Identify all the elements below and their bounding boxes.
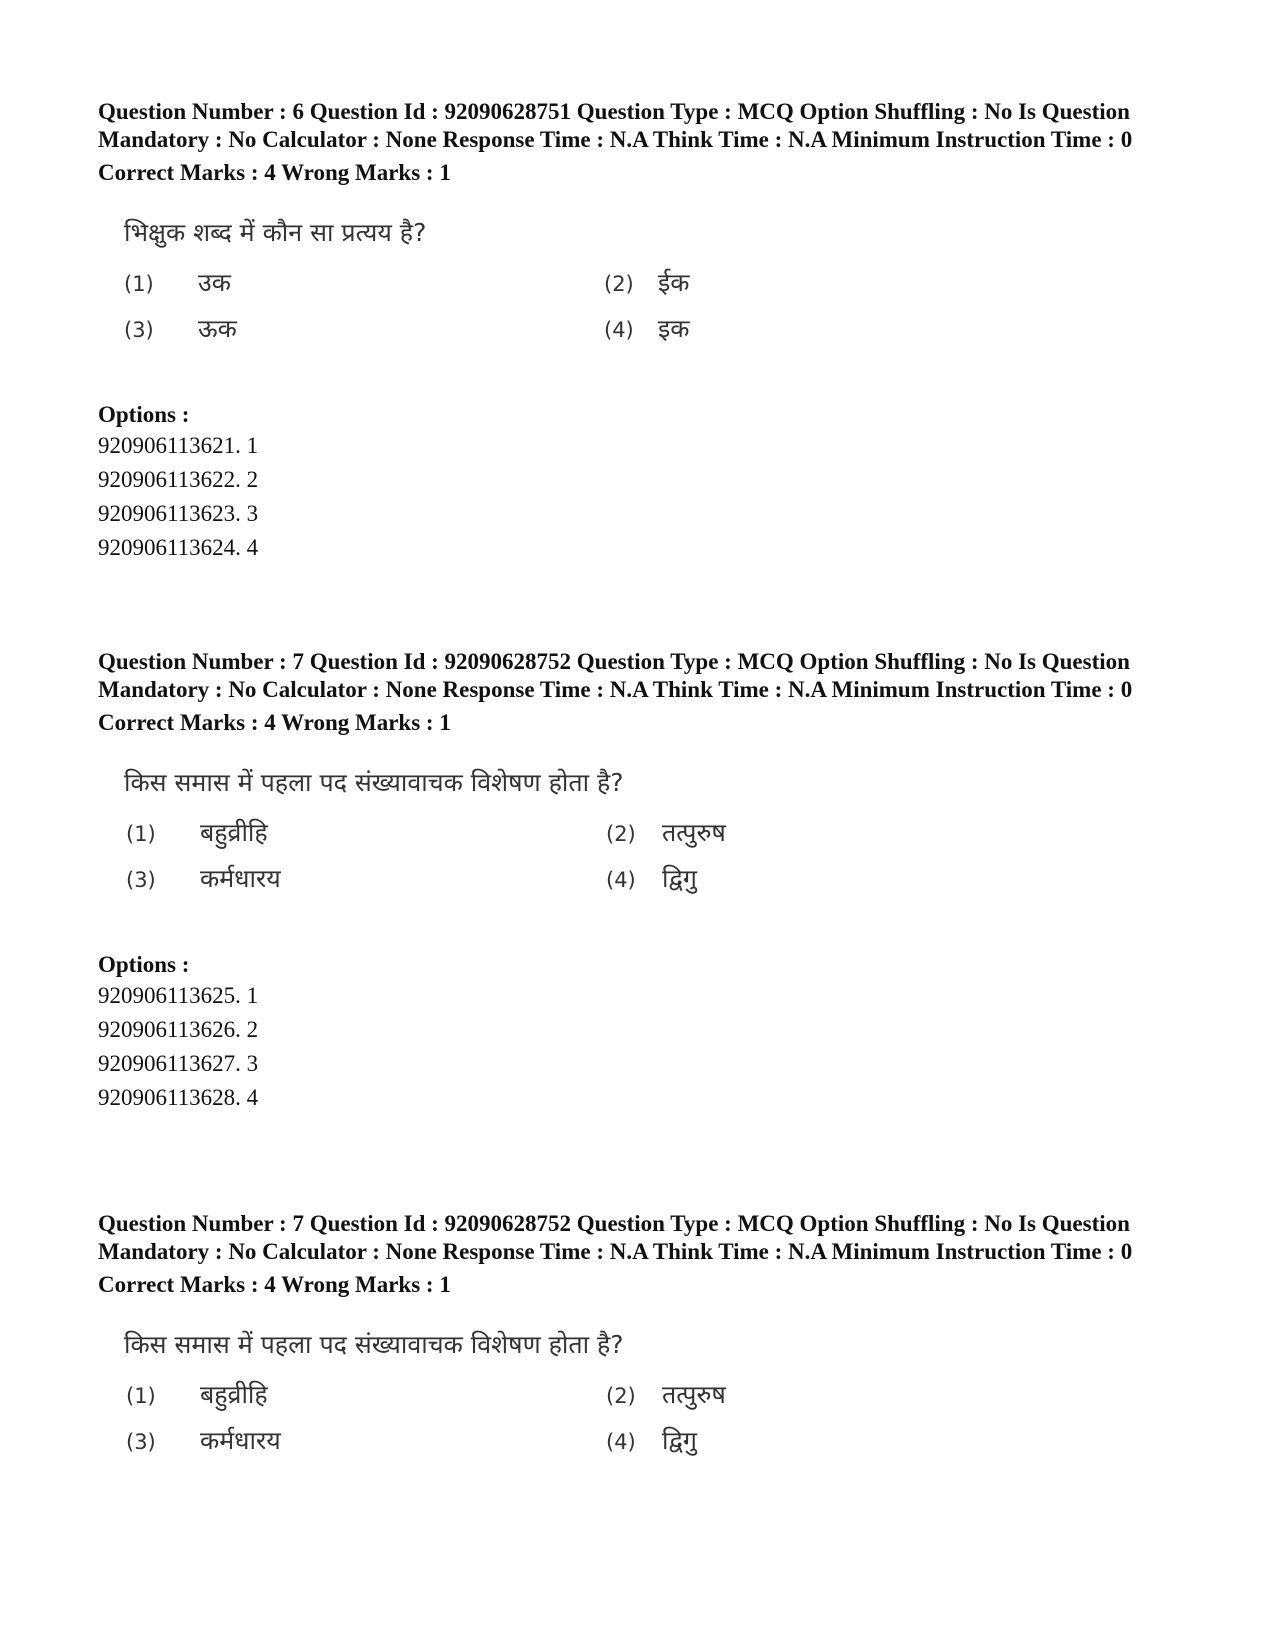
- option-line: 920906113627. 3: [98, 1051, 259, 1076]
- question-content: [124, 765, 1188, 915]
- option-line: 920906113622. 2: [98, 467, 259, 492]
- choice-number: (3): [124, 318, 154, 342]
- choice-1: [124, 265, 231, 299]
- choice-text: कर्मधारय: [200, 864, 281, 893]
- options-title: Options :: [98, 952, 190, 977]
- choice-number: (2): [604, 272, 634, 296]
- choice-number: (4): [606, 1430, 636, 1454]
- choice-text: इक: [658, 314, 690, 343]
- choice-text: कर्मधारय: [200, 1426, 281, 1455]
- choice-text: ऊक: [198, 314, 237, 343]
- option-line: 920906113624. 4: [98, 535, 259, 560]
- question-block: [98, 98, 1188, 565]
- choice-number: (3): [126, 868, 156, 892]
- choice-text: उक: [198, 268, 231, 297]
- question-header: Question Number : 7 Question Id : 92090628752 Question Type : MCQ Option Shuffling : No Is Question Mandatory : No Calculator : None Response Time : N.A Think Time : N.A Minimum Instruction Time : 0: [98, 649, 1133, 702]
- option-line: 920906113623. 3: [98, 501, 259, 526]
- choice-number: (1): [126, 822, 156, 846]
- question-text: किस समास में पहला पद संख्यावाचक विशेषण होता है?: [124, 1330, 624, 1359]
- choice-number: (2): [606, 822, 636, 846]
- marks-line: Correct Marks : 4 Wrong Marks : 1: [98, 710, 451, 735]
- option-line: 920906113625. 1: [98, 983, 259, 1008]
- choice-number: (3): [126, 1430, 156, 1454]
- choice-1: [126, 1377, 268, 1411]
- choice-3: [126, 1423, 281, 1457]
- choice-2: [604, 265, 689, 299]
- choice-3: [126, 861, 281, 895]
- choice-text: बहुव्रीहि: [200, 818, 268, 847]
- question-block: [98, 1210, 1188, 1477]
- choice-text: द्विगु: [662, 864, 697, 893]
- choice-text: द्विगु: [662, 1426, 697, 1455]
- question-content: [124, 1327, 1188, 1477]
- choice-number: (2): [606, 1384, 636, 1408]
- question-text: भिक्षुक शब्द में कौन सा प्रत्यय है?: [124, 218, 427, 247]
- choice-text: बहुव्रीहि: [200, 1380, 268, 1409]
- choice-text: तत्पुरुष: [662, 818, 726, 847]
- choice-2: [606, 1377, 726, 1411]
- choice-4: [606, 861, 697, 895]
- choice-4: [604, 311, 689, 345]
- question-header: Question Number : 7 Question Id : 92090628752 Question Type : MCQ Option Shuffling : No Is Question Mandatory : No Calculator : None Response Time : N.A Think Time : N.A Minimum Instruction Time : 0: [98, 1211, 1133, 1264]
- option-line: 920906113628. 4: [98, 1085, 259, 1110]
- choice-text: ईक: [658, 268, 690, 297]
- choice-number: (4): [606, 868, 636, 892]
- choice-number: (1): [124, 272, 154, 296]
- marks-line: Correct Marks : 4 Wrong Marks : 1: [98, 160, 451, 185]
- choice-3: [124, 311, 237, 345]
- choice-text: तत्पुरुष: [662, 1380, 726, 1409]
- option-line: 920906113621. 1: [98, 433, 259, 458]
- choice-4: [606, 1423, 697, 1457]
- question-header: Question Number : 6 Question Id : 92090628751 Question Type : MCQ Option Shuffling : No Is Question Mandatory : No Calculator : None Response Time : N.A Think Time : N.A Minimum Instruction Time : 0: [98, 99, 1133, 152]
- choice-number: (1): [126, 1384, 156, 1408]
- question-content: [124, 215, 1188, 365]
- option-line: 920906113626. 2: [98, 1017, 259, 1042]
- question-block: [98, 648, 1188, 1115]
- choice-1: [126, 815, 268, 849]
- choice-number: (4): [604, 318, 634, 342]
- marks-line: Correct Marks : 4 Wrong Marks : 1: [98, 1272, 451, 1297]
- options-title: Options :: [98, 402, 190, 427]
- question-text: किस समास में पहला पद संख्यावाचक विशेषण होता है?: [124, 768, 624, 797]
- choice-2: [606, 815, 726, 849]
